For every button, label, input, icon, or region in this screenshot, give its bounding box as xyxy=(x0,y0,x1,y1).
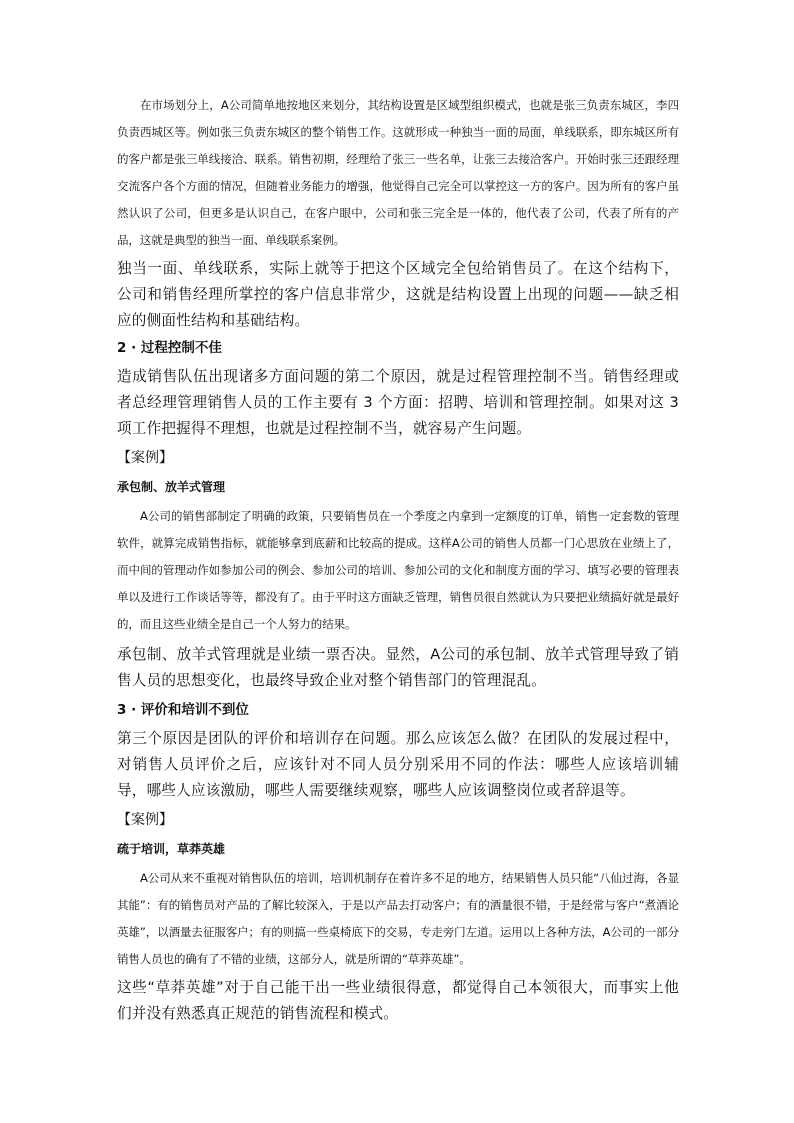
paragraph-case-structure: 在市场划分上，A公司简单地按地区来划分，其结构设置是区域型组织模式，也就是张三负责东城区，李四负责西城区等。例如张三负责东城区的整个销售工作。这就形成一种独当一面的局面，单线联系，即东城区所有的客户都是张三单线接洽、联系。销售初期，经理给了张三一些名单，让张三去接洽客户。开始时张三还跟经理交流客户各个方面的情况，但随着业务能力的增强，他觉得自己完全可以掌控这一方的客户。因为所有的客户虽然认识了公司，但更多是认识自己，在客户眼中，公司和张三完全是一体的，他代表了公司，代表了所有的产品，这就是典型的独当一面、单线联系案例。 xyxy=(117,98,679,247)
paragraph-contract-summary: 承包制、放羊式管理就是业绩一票否决。显然，A公司的承包制、放羊式管理导致了销售人员的思想变化，也最终导致企业对整个销售部门的管理混乱。 xyxy=(117,646,679,689)
document-page xyxy=(117,92,679,1027)
case-title-training: 疏于培训，草莽英雄 xyxy=(117,842,226,856)
paragraph-case-training: A公司从来不重视对销售队伍的培训，培训机制存在着许多不足的地方，结果销售人员只能“八仙过海，各显其能”：有的销售员对产品的了解比较深入，于是以产品去打动客户；有的酒量很不错，于是经常与客户“煮酒论英雄”，以酒量去征服客户；有的则搞一些桌椅底下的交易，专走旁门左道。运用以上各种方法，A公司的一部分销售人员也的确有了不错的业绩，这部分人，就是所谓的“草莽英雄”。 xyxy=(117,871,679,966)
section-heading-evaluation-training: 3 · 评价和培训不到位 xyxy=(117,702,249,718)
paragraph-case-contract: A公司的销售部制定了明确的政策，只要销售员在一个季度之内拿到一定额度的订单，销售一定套数的管理软件，就算完成销售指标，就能够拿到底薪和比较高的提成。这样A公司的销售人员都一门心思放在业绩上了，而中间的管理动作如参加公司的例会、参加公司的培训、参加公司的文化和制度方面的学习、填写必要的管理表单以及进行工作谈话等等，都没有了。由于平时这方面缺乏管理，销售员很自然就认为只要把业绩搞好就是最好的，而且这些业绩全是自己一个人努力的结果。 xyxy=(117,509,679,631)
case-label-1: 【案例】 xyxy=(117,450,173,466)
case-title-contract-system: 承包制、放羊式管理 xyxy=(117,480,226,494)
paragraph-structure-problem: 独当一面、单线联系，实际上就等于把这个区域完全包给销售员了。在这个结构下，公司和销售经理所掌控的客户信息非常少，这就是结构设置上出现的问题——缺乏相应的侧面性结构和基础结构。 xyxy=(117,260,679,329)
case-label-2: 【案例】 xyxy=(117,812,173,828)
paragraph-training-summary: 这些“草莽英雄”对于自己能干出一些业绩很得意，都觉得自己本领很大，而事实上他们并没有熟悉真正规范的销售流程和模式。 xyxy=(117,979,679,1022)
section-heading-process-control: 2 · 过程控制不佳 xyxy=(117,340,222,356)
paragraph-process-control: 造成销售队伍出现诸多方面问题的第二个原因，就是过程管理控制不当。销售经理或者总经理管理销售人员的工作主要有 3 个方面：招聘、培训和管理控制。如果对这 3 项工作把握得不理想，也就是过程控制不当，就容易产生问题。 xyxy=(117,368,679,437)
paragraph-evaluation-training: 第三个原因是团队的评价和培训存在问题。那么应该怎么做？在团队的发展过程中，对销售人员评价之后，应该针对不同人员分别采用不同的作法：哪些人应该培训辅导，哪些人应该激励，哪些人需要继续观察，哪些人应该调整岗位或者辞退等。 xyxy=(117,730,679,799)
